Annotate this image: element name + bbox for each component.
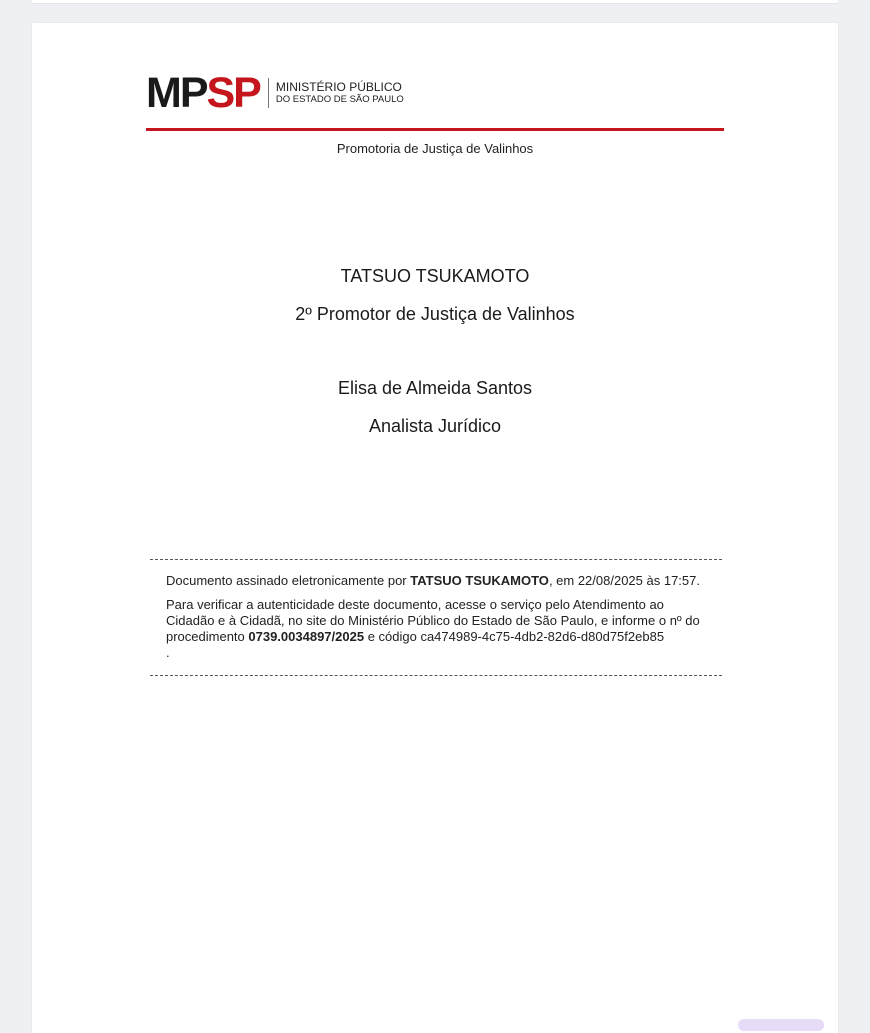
logo-sp: SP: [206, 69, 260, 117]
header-rule: [146, 128, 724, 131]
verification-instructions: Para verificar a autenticidade deste documento, acesse o serviço pelo Atendimento ao Cidadão e à Cidadã, no site do Ministério Público do Estado de São Paulo, e informe o nº do procedimento 0739.0034897/2025 e código ca474989-4c75-4db2-82d6-d80d75f2eb85 .: [166, 597, 700, 660]
signer-2-role: Analista Jurídico: [368, 416, 502, 436]
signature-statement: Documento assinado eletronicamente por TATSUO TSUKAMOTO, em 22/08/2025 às 17:57.: [166, 573, 700, 588]
unit-name: Promotoria de Justiça de Valinhos: [336, 141, 534, 156]
signature-signer-name: TATSUO TSUKAMOTO: [410, 573, 549, 588]
org-line-2: DO ESTADO DE SÃO PAULO: [275, 94, 404, 105]
mpsp-logo: [146, 69, 404, 117]
document-page: [32, 23, 838, 1033]
signature-verification-box: [150, 559, 722, 676]
verification-code: e código ca474989-4c75-4db2-82d6-d80d75f2eb85: [364, 629, 665, 644]
signer-2-name: Elisa de Almeida Santos: [337, 378, 533, 398]
signer-1-role: 2º Promotor de Justiça de Valinhos: [295, 304, 575, 324]
logo-mp: MP: [146, 69, 207, 117]
floating-widget[interactable]: [738, 1019, 824, 1031]
logo-divider: [268, 78, 269, 108]
previous-page-edge: [32, 0, 838, 4]
procedure-number: 0739.0034897/2025: [248, 629, 365, 644]
org-line-1: MINISTÉRIO PÚBLICO: [275, 80, 402, 94]
logo-org-name: [276, 80, 404, 106]
logo-mark: [146, 69, 260, 117]
signer-1-name: TATSUO TSUKAMOTO: [340, 266, 530, 286]
document-header: [146, 69, 724, 132]
